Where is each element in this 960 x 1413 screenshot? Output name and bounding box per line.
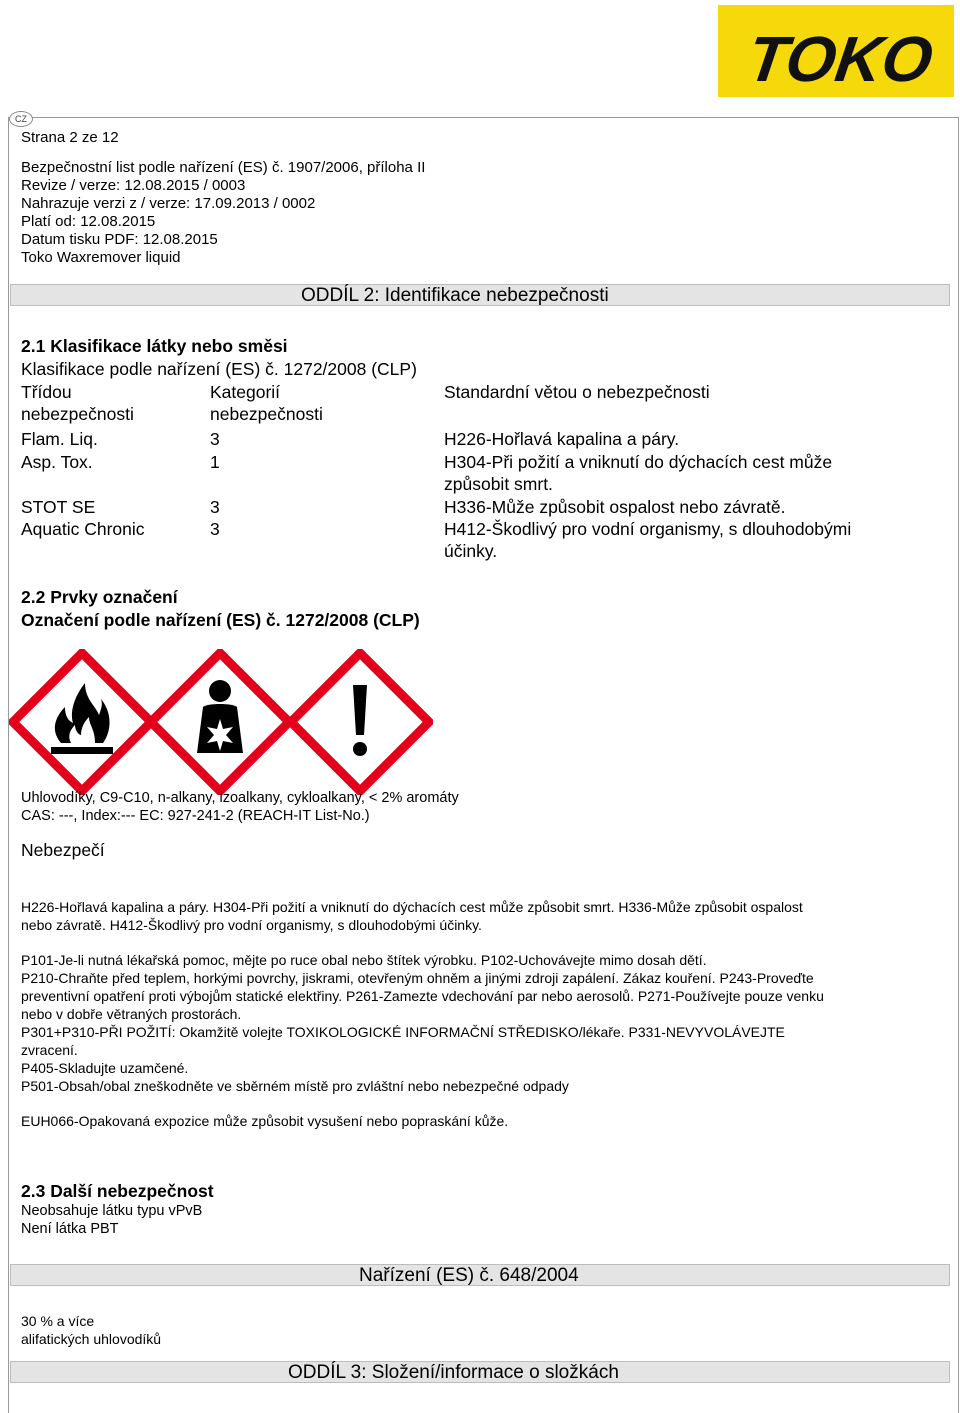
precaution-statement: P405-Skladujte uzamčené.	[21, 1060, 189, 1076]
ingredient-line: Uhlovodíky, C9-C10, n-alkany, izoalkany, cykloalkany, < 2% aromáty	[21, 790, 459, 806]
table-cell-statement: způsobit smrt.	[444, 474, 553, 494]
page-frame-right	[958, 117, 959, 1413]
exclamation-icon	[287, 649, 433, 795]
header-line: Revize / verze: 12.08.2015 / 0003	[21, 177, 246, 194]
flame-icon	[9, 649, 155, 795]
regulation-line: alifatických uhlovodíků	[21, 1331, 162, 1347]
section-2-title: ODDÍL 2: Identifikace nebezpečnosti	[301, 285, 609, 306]
table-cell-statement: H304-Při požití a vniknutí do dýchacích cest může	[444, 452, 833, 472]
header-line: Toko Waxremover liquid	[21, 249, 181, 266]
hazard-statement: nebo závratě. H412-Škodlivý pro vodní organismy, s dlouhodobými účinky.	[21, 917, 482, 933]
table-header-class: nebezpečnosti	[21, 404, 134, 424]
toko-logo-graphic	[718, 5, 954, 97]
precaution-statement: nebo v dobře větraných prostorách.	[21, 1006, 242, 1022]
table-header-category: nebezpečnosti	[210, 404, 323, 424]
precaution-statement: P301+P310-PŘI POŽITÍ: Okamžitě volejte TOXIKOLOGICKÉ INFORMAČNÍ STŘEDISKO/lékaře. P331-NEVYVOLÁVEJTE	[21, 1024, 785, 1040]
table-cell-category: 3	[210, 497, 220, 517]
table-cell-class: STOT SE	[21, 497, 96, 517]
health-hazard-icon	[147, 649, 293, 795]
hazard-statement: H226-Hořlavá kapalina a páry. H304-Při požití a vniknutí do dýchacích cest může způsobit smrt. H336-Může způsobit ospalost	[21, 899, 803, 915]
table-cell-statement: účinky.	[444, 541, 498, 561]
table-cell-statement: H412-Škodlivý pro vodní organismy, s dlouhodobými	[444, 519, 852, 539]
toko-logo	[718, 5, 954, 97]
precaution-statement: preventivní opatření proti výbojům statické elektřiny. P261-Zamezte vdechování par nebo aerosolů. P271-Používejte pouze venku	[21, 988, 824, 1004]
logo-text: TOKO	[743, 23, 938, 95]
table-cell-class: Aquatic Chronic	[21, 519, 145, 539]
table-header-class: Třídou	[21, 382, 72, 402]
table-cell-category: 3	[210, 429, 220, 449]
labelling-subtitle: Označení podle nařízení (ES) č. 1272/2008 (CLP)	[21, 610, 420, 630]
header-line: Bezpečnostní list podle nařízení (ES) č. 1907/2006, příloha II	[21, 159, 426, 176]
signal-word: Nebezpečí	[21, 840, 105, 860]
subsection-2-1-title: 2.1 Klasifikace látky nebo směsi	[21, 336, 288, 356]
table-cell-category: 3	[210, 519, 220, 539]
table-cell-statement: H226-Hořlavá kapalina a páry.	[444, 429, 680, 449]
page-number: Strana 2 ze 12	[21, 129, 119, 146]
euh-statement: EUH066-Opakovaná expozice může způsobit vysušení nebo popraskání kůže.	[21, 1113, 509, 1129]
header-line: Nahrazuje verzi z / verze: 17.09.2013 / 0002	[21, 195, 316, 212]
page-frame-top	[8, 117, 958, 118]
ingredient-line: CAS: ---, Index:--- EC: 927-241-2 (REACH-IT List-No.)	[21, 808, 370, 824]
country-badge: CZ	[9, 111, 33, 127]
regulation-title: Nařízení (ES) č. 648/2004	[359, 1265, 579, 1286]
subsection-2-3-title: 2.3 Další nebezpečnost	[21, 1181, 214, 1201]
regulation-line: 30 % a více	[21, 1313, 95, 1329]
table-cell-class: Asp. Tox.	[21, 452, 93, 472]
table-cell-statement: H336-Může způsobit ospalost nebo závratě.	[444, 497, 786, 517]
precaution-statement: P101-Je-li nutná lékařská pomoc, mějte po ruce obal nebo štítek výrobku. P102-Uchovávejte mimo dosah dětí.	[21, 952, 707, 968]
section-3-title: ODDÍL 3: Složení/informace o složkách	[288, 1362, 619, 1383]
table-header-statement: Standardní větou o nebezpečnosti	[444, 382, 710, 402]
header-line: Platí od: 12.08.2015	[21, 213, 156, 230]
precaution-statement: zvracení.	[21, 1042, 78, 1058]
header-line: Datum tisku PDF: 12.08.2015	[21, 231, 218, 248]
table-header-category: Kategorií	[210, 382, 281, 402]
other-hazard-line: Neobsahuje látku typu vPvB	[21, 1203, 203, 1219]
precaution-statement: P210-Chraňte před teplem, horkými povrchy, jiskrami, otevřeným ohněm a jinými zdroji zapálení. Zákaz kouření. P243-Proveďte	[21, 970, 814, 986]
subsection-2-2-title: 2.2 Prvky označení	[21, 587, 178, 607]
other-hazard-line: Není látka PBT	[21, 1221, 119, 1237]
table-cell-class: Flam. Liq.	[21, 429, 98, 449]
classification-subtitle: Klasifikace podle nařízení (ES) č. 1272/2008 (CLP)	[21, 359, 417, 379]
table-cell-category: 1	[210, 452, 220, 472]
precaution-statement: P501-Obsah/obal zneškodněte ve sběrném místě pro zvláštní nebo nebezpečné odpady	[21, 1078, 569, 1094]
